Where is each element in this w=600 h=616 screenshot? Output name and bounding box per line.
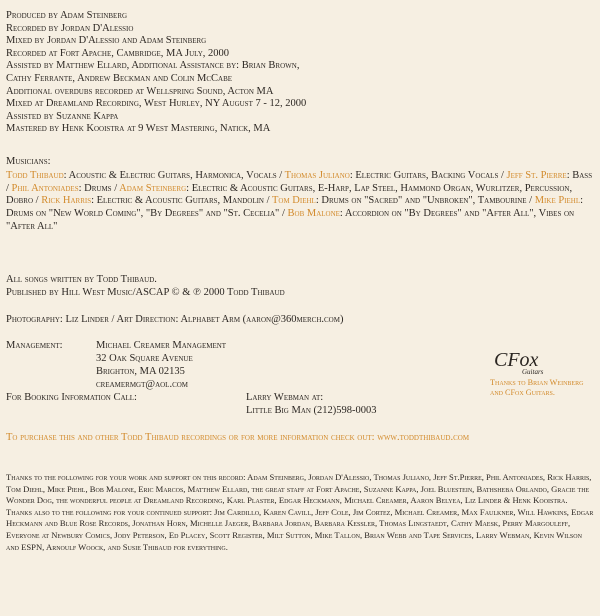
purchase-info: To purchase this and other Todd Thibaud recordings or for more information check out: www.toddthibaud.com [6, 432, 470, 443]
booking-phone: Little Big Man (212)598-0003 [246, 405, 377, 416]
songs-published: Published by Hill West Music/ASCAP © & ℗ 2000 Todd Thibaud [6, 286, 285, 298]
photography-credit: Photography: Liz Linder / Art Direction: Alphabet Arm (aaron@360merch.com) [6, 314, 344, 325]
musician-name: Adam Steinberg [119, 182, 187, 194]
musicians-list [6, 170, 594, 235]
musician-name: Thomas Juliano [284, 169, 350, 181]
thanks-continued: Thanks also to the following for your continued support: Jim Cardillo, Karen Cavill, Jeff Cole, Jim Cortez, Michael Creamer, Max Faulkner, Will Hawkins, Edgar Heckmann and Blue Rose Records, Jonathan Horn, Michelle Jaeger, Barbara Jordan, Barbara Kessler, Thomas Lingstaedt, Cathy Maesk, Perry Margouleff, Everyone at Newbury Comics, Jody Peterson, Ed Placey, Scott Register, Milt Sutton, Mike Tallon, Brian Webb and Tape Services, Larry Webman, Kevin Wilson and ESPN, Arnoulf Woock, and Susie Thibaud for everything. [6, 506, 594, 552]
musician-instruments: : Acoustic & Electric Guitars, Harmonica, Vocals / [63, 169, 285, 181]
musician-instruments: : Drums on "New World Coming", "By Degrees" and "St. Cecelia" / [6, 195, 584, 220]
musician-name: Phil Antoniades [11, 182, 79, 194]
management-city: Brighton, MA 02135 [96, 366, 185, 377]
musician-instruments: : Drums on "Sacred" and "Unbroken", Tambourine / [315, 195, 535, 207]
musicians-section [6, 156, 594, 234]
credits-block [6, 10, 594, 136]
thanks-record: Thanks to the following for your work and support on this record: Adam Steinberg, Jordan D'Alessio, Thomas Juliano, Jeff St.Pierre, Phil Antoniades, Rick Harris, Tom Diehl, Mike Piehl, Bob Malone, Eric Marcos, Matthew Ellard, the great staff at Fort Apache, Suzanne Kappa, Joel Bluestein, Bathsheba Orlando, Gracie the Wonder Dog, the wonderful people at Dreamland Recording, Karl Plaster, Edgar Heckmann, Michael Creamer, Aaron Belyea, Liz Linder & Henk Kooistra. [6, 472, 592, 506]
musician-instruments: : Accordion on "By Degrees" and "After All", Vibes on "After All" [6, 208, 575, 233]
musician-name: Todd Thibaud [6, 169, 64, 181]
credit-line: Assisted by Suzanne Kappa [6, 110, 119, 122]
booking-label: For Booking Information Call: [6, 392, 137, 403]
musician-instruments: : Electric Guitars, Backing Vocals / [349, 169, 507, 181]
musician-instruments: : Drums / [78, 182, 120, 194]
cfox-logo-sub: Guitars [522, 368, 544, 376]
booking-name: Larry Webman at: [246, 392, 324, 403]
musician-name: Tom Diehl [271, 195, 316, 207]
credit-line: Cathy Ferrante, Andrew Beckman and Colin McCabe [6, 72, 233, 84]
credit-line: Mastered by Henk Kooistra at 9 West Mastering, Natick, MA [6, 123, 271, 135]
musician-instruments: : Bass / [6, 169, 593, 194]
musician-name: Mike Piehl [534, 195, 581, 207]
musician-name: Bob Malone [287, 208, 340, 220]
musicians-heading: Musicians: [6, 156, 51, 167]
cfox-thanks: Thanks to Brian Weinberg and CFox Guitars. [490, 378, 584, 397]
musician-instruments: : Electric & Acoustic Guitars, E-Harp, Lap Steel, Hammond Organ, Wurlitzer, Percussion, Dobro / [6, 182, 573, 207]
credit-line: Recorded at Fort Apache, Cambridge, MA July, 2000 [6, 47, 230, 59]
management-label: Management: [6, 340, 63, 351]
songs-written: All songs written by Todd Thibaud. [6, 274, 157, 285]
credit-line: Additional overdubs recorded at Wellspring Sound, Acton MA [6, 85, 274, 97]
photography-block [6, 314, 594, 327]
credit-line: Produced by Adam Steinberg [6, 10, 128, 21]
purchase-block [6, 432, 594, 445]
credit-line: Assisted by Matthew Ellard, Additional Assistance by: Brian Brown, [6, 60, 300, 72]
management-email: creamermgt@aol.com [96, 379, 189, 390]
musician-instruments: : Electric & Acoustic Guitars, Mandolin / [91, 195, 272, 207]
thanks-section [6, 472, 594, 553]
credit-line: Recorded by Jordan D'Alessio [6, 22, 134, 34]
musician-name: Rick Harris [41, 195, 92, 207]
credit-line: Mixed by Jordan D'Alessio and Adam Steinberg [6, 35, 207, 47]
songs-block [6, 274, 594, 299]
cfox-guitars-logo [492, 346, 552, 376]
credit-line: Mixed at Dreamland Recording, West Hurley, NY August 7 - 12, 2000 [6, 98, 307, 110]
management-name: Michael Creamer Management [96, 340, 227, 351]
cfox-logo-brand: CFox [494, 349, 539, 371]
musician-name: Jeff St. Pierre [506, 169, 567, 181]
management-street: 32 Oak Square Avenue [96, 353, 193, 364]
